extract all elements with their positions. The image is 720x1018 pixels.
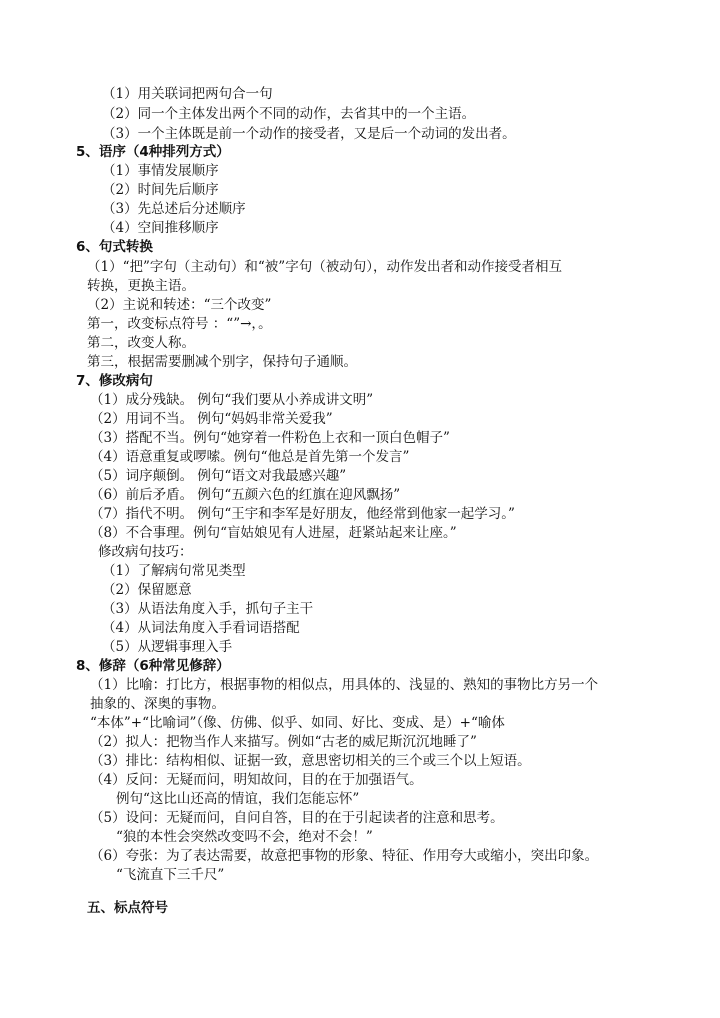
text-line: （1）用关联词把两句合一句 [102,86,273,102]
text-line: （1）“把”字句（主动句）和“被”字句（被动句），动作发出者和动作接受者相互 [87,259,562,275]
text-line: （1）成分残缺。 例句“我们要从小养成讲文明” [90,392,374,408]
text-line: （4）空间推移顺序 [102,220,219,236]
text-line: （5）词序颠倒。 例句“语文对我最感兴趣” [90,468,347,484]
text-line: 第一，改变标点符号 ：“”→，。 [87,316,272,332]
text-line: （3）一个主体既是前一个动作的接受者，又是后一个动词的发出者。 [102,126,516,142]
text-line: （2）时间先后顺序 [102,182,219,198]
text-line: （1）了解病句常见类型 [102,563,246,579]
text-line: “狼的本性会突然改变吗不会，绝对不会！” [116,829,373,845]
text-line: （3）先总述后分述顺序 [102,201,246,217]
text-line: （3）从语法角度入手，抓句子主干 [102,601,314,617]
text-line: 修改病句技巧： [98,544,193,560]
text-line: （8）不合事理。例句“盲姑娘见有人进屋，赶紧站起来让座。” [90,525,457,541]
text-line: （1）事情发展顺序 [102,163,219,179]
text-line: 抽象的、深奥的事物。 [90,696,225,712]
text-line: （4）反问：无疑而问，明知故问，目的在于加强语气。 [90,772,423,788]
text-line: （2）同一个主体发出两个不同的动作，去省其中的一个主语。 [102,106,476,122]
text-line: （6）前后矛盾。 例句“五颜六色的红旗在迎风飘扬” [90,487,401,503]
text-line: （2）拟人：把物当作人来描写。例如“古老的威尼斯沉沉地睡了” [90,734,477,750]
text-line: 例句“这比山还高的情谊，我们怎能忘怀” [116,791,360,807]
text-line: （4）从词法角度入手看词语搭配 [102,620,300,636]
section-heading: 五、标点符号 [87,900,168,916]
section-heading: 7、修改病句 [76,373,153,389]
text-line: （4）语意重复或啰嗦。例句“他总是首先第一个发言” [90,449,410,465]
text-line: （3）排比：结构相似、证据一致，意思密切相关的三个或三个以上短语。 [90,753,531,769]
text-line: （1）比喻：打比方，根据事物的相似点，用具体的、浅显的、熟知的事物比方另一个 [90,677,599,693]
text-line: “本体”+“比喻词”（像、仿佛、似乎、如同、好比、变成、是）+“喻体 [90,715,505,731]
section-heading: 6、句式转换 [76,239,153,255]
text-line: 第三，根据需要删减个别字，保持句子通顺。 [87,354,357,370]
text-line: 转换，更换主语。 [87,278,195,294]
text-line: （6）夸张：为了表达需要，故意把事物的形象、特征、作用夸大或缩小，突出印象。 [90,848,599,864]
text-line: （2）主说和转述：“三个改变” [87,297,272,313]
text-line: （5）设问：无疑而问，自问自答，目的在于引起读者的注意和思考。 [90,810,504,826]
text-line: （2）保留愿意 [102,582,192,598]
text-line: （5）从逻辑事理入手 [102,639,233,655]
text-line: “飞流直下三千尺” [116,867,225,883]
text-line: （3）搭配不当。例句“她穿着一件粉色上衣和一顶白色帽子” [90,430,450,446]
text-line: （7）指代不明。 例句“王宇和李军是好朋友，他经常到他家一起学习。” [90,506,515,522]
section-heading: 8、修辞（6种常见修辞） [76,658,230,674]
section-heading: 5、语序（4种排列方式） [76,144,230,160]
text-line: （2）用词不当。 例句“妈妈非常关爱我” [90,411,333,427]
text-line: 第二，改变人称。 [87,335,195,351]
